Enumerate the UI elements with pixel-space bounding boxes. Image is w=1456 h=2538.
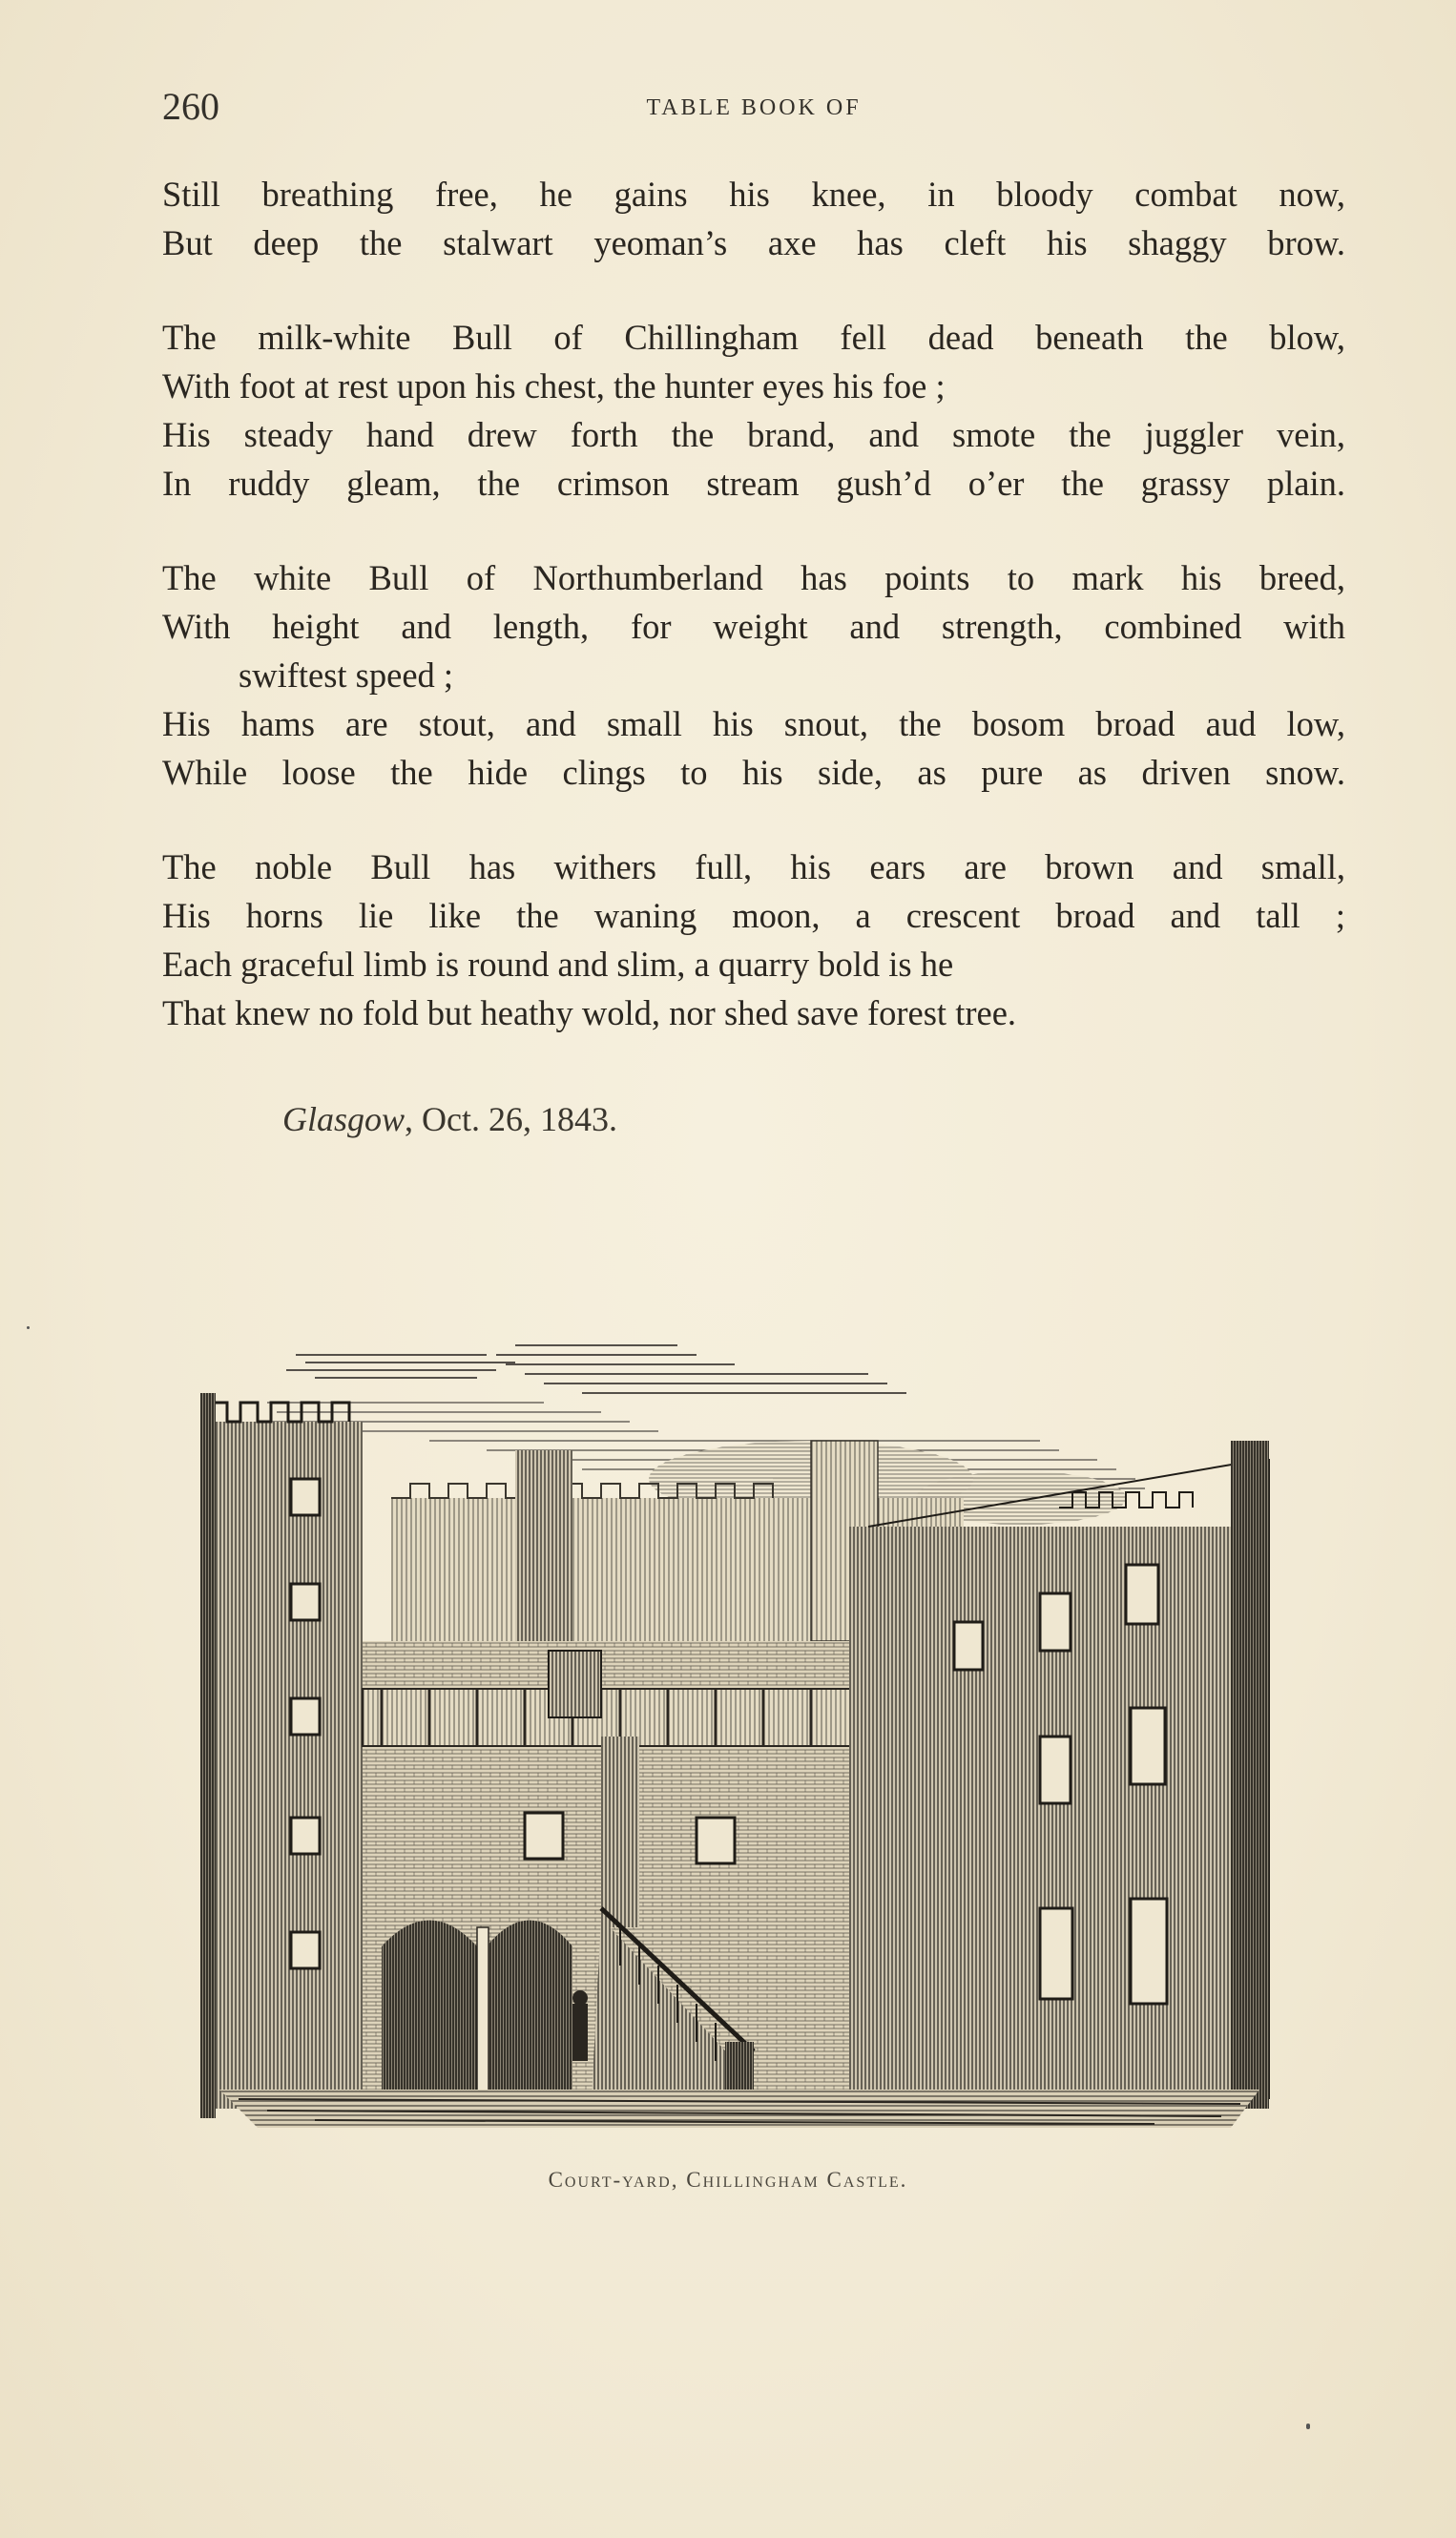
poem-line: But deep the stalwart yeoman’s axe has cleft his shaggy brow. (162, 223, 1345, 262)
poem (162, 170, 1345, 1083)
poem-line: With foot at rest upon his chest, the hunter eyes his foe ; (162, 366, 946, 406)
stanza (162, 313, 1345, 508)
signature-place: Glasgow (282, 1100, 406, 1138)
ink-speck (27, 1326, 30, 1329)
stanza (162, 843, 1345, 1037)
ink-speck (1306, 2424, 1310, 2429)
poem-line: His horns lie like the waning moon, a crescent broad and tall ; (162, 896, 1345, 935)
poem-line-continuation: swiftest speed ; (239, 655, 454, 695)
poem-line: In ruddy gleam, the crimson stream gush’d o’er the grassy plain. (162, 464, 1345, 503)
right-wing (849, 1441, 1269, 2109)
illustration-caption: Court-yard, Chillingham Castle. (548, 2168, 908, 2192)
poem-line: Each graceful limb is round and slim, a quarry bold is he (162, 945, 954, 984)
left-tower (200, 1393, 363, 2118)
poem-signature (282, 1099, 617, 1139)
running-title: TABLE BOOK OF (646, 95, 862, 120)
poem-line: With height and length, for weight and strength, combined with (162, 607, 1345, 646)
stanza (162, 553, 1345, 797)
poem-line: The white Bull of Northumberland has points to mark his breed, (162, 558, 1345, 597)
poem-line: His steady hand drew forth the brand, and smote the juggler vein, (162, 415, 1345, 454)
poem-line: The noble Bull has withers full, his ears are brown and small, (162, 847, 1345, 886)
courtyard-ground (219, 2090, 1259, 2128)
running-head (162, 84, 1345, 132)
poem-line: Still breathing free, he gains his knee, in bloody combat now, (162, 175, 1345, 214)
engraving-courtyard (200, 1336, 1279, 2128)
poem-line: That knew no fold but heathy wold, nor shed save forest tree. (162, 993, 1017, 1032)
poem-line: While loose the hide clings to his side, as pure as driven snow. (162, 753, 1345, 792)
signature-date: , Oct. 26, 1843. (405, 1100, 618, 1138)
poem-line: The milk-white Bull of Chillingham fell dead beneath the blow, (162, 318, 1345, 357)
poem-line: His hams are stout, and small his snout, the bosom broad aud low, (162, 704, 1345, 743)
page-number: 260 (162, 85, 219, 128)
stanza (162, 170, 1345, 267)
